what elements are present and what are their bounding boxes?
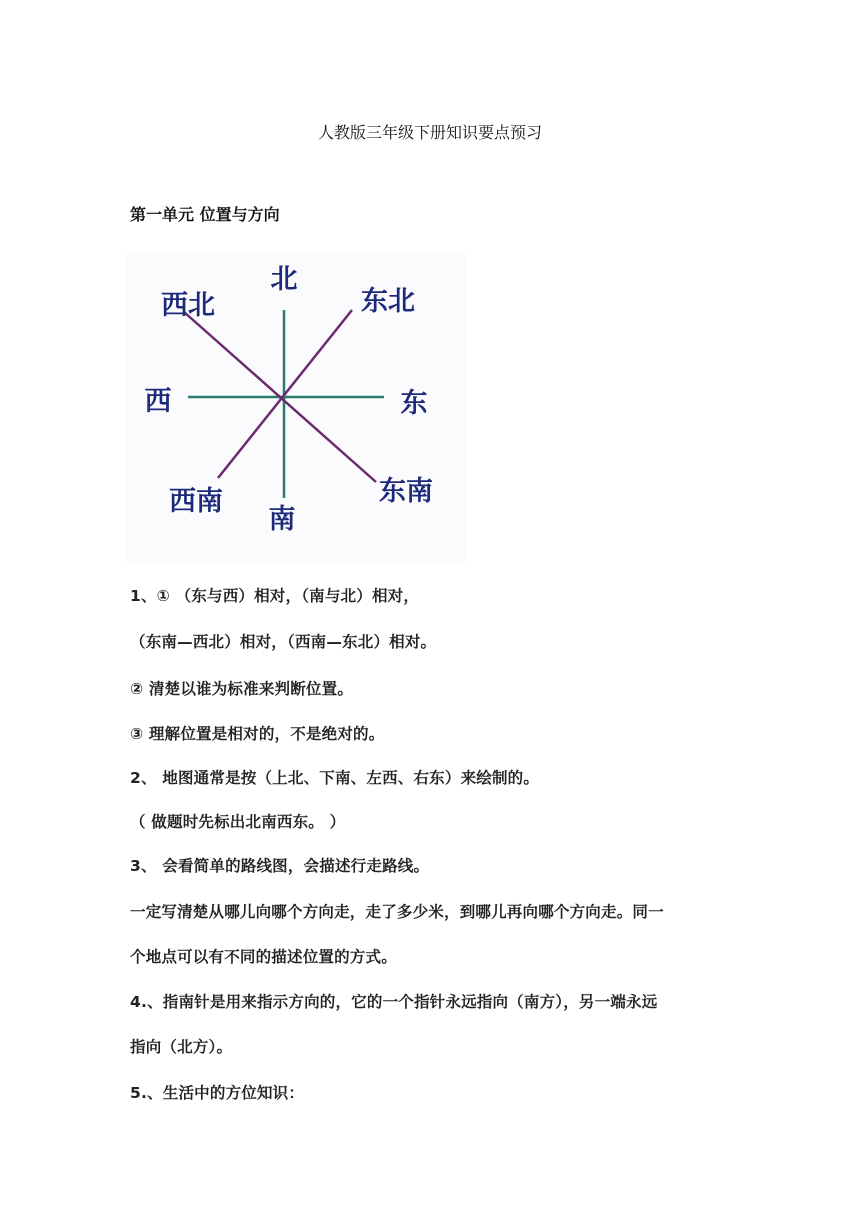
label-south: 南 — [268, 504, 296, 535]
text-line: 5.、生活中的方位知识： — [130, 1084, 305, 1102]
label-northwest: 西北 — [161, 290, 215, 321]
label-east: 东 — [400, 388, 428, 419]
text-line: 1、① （东与西）相对，（南与北）相对， — [130, 587, 420, 605]
text-line: 一定写清楚从哪儿向哪个方向走，走了多少米，到哪儿再向哪个方向走。同一 — [130, 903, 664, 921]
compass-rose — [126, 254, 466, 564]
text-line: （ 做题时先标出北南西东。 ） — [130, 813, 346, 831]
label-northeast: 东北 — [361, 286, 415, 317]
label-southeast: 东南 — [379, 476, 433, 507]
text-line: 3、 会看简单的路线图，会描述行走路线。 — [130, 857, 430, 875]
text-line: 2、 地图通常是按（上北、下南、左西、右东）来绘制的。 — [130, 769, 540, 787]
compass-diagram — [126, 254, 466, 564]
text-line: ② 清楚以谁为标准来判断位置。 — [130, 680, 354, 698]
document-title: 人教版三年级下册知识要点预习 — [317, 123, 542, 142]
section-heading: 第一单元 位置与方向 — [130, 205, 280, 224]
label-southwest: 西南 — [169, 486, 223, 517]
text-line: ③ 理解位置是相对的，不是绝对的。 — [130, 725, 385, 743]
label-north: 北 — [270, 264, 298, 295]
text-line: 个地点可以有不同的描述位置的方式。 — [130, 948, 397, 966]
text-line: 指向（北方）。 — [130, 1038, 233, 1056]
text-line: 4.、指南针是用来指示方向的，它的一个指针永远指向（南方），另一端永远 — [130, 993, 658, 1011]
text-line: （东南—西北）相对，（西南—东北）相对。 — [130, 633, 437, 651]
label-west: 西 — [144, 386, 172, 417]
